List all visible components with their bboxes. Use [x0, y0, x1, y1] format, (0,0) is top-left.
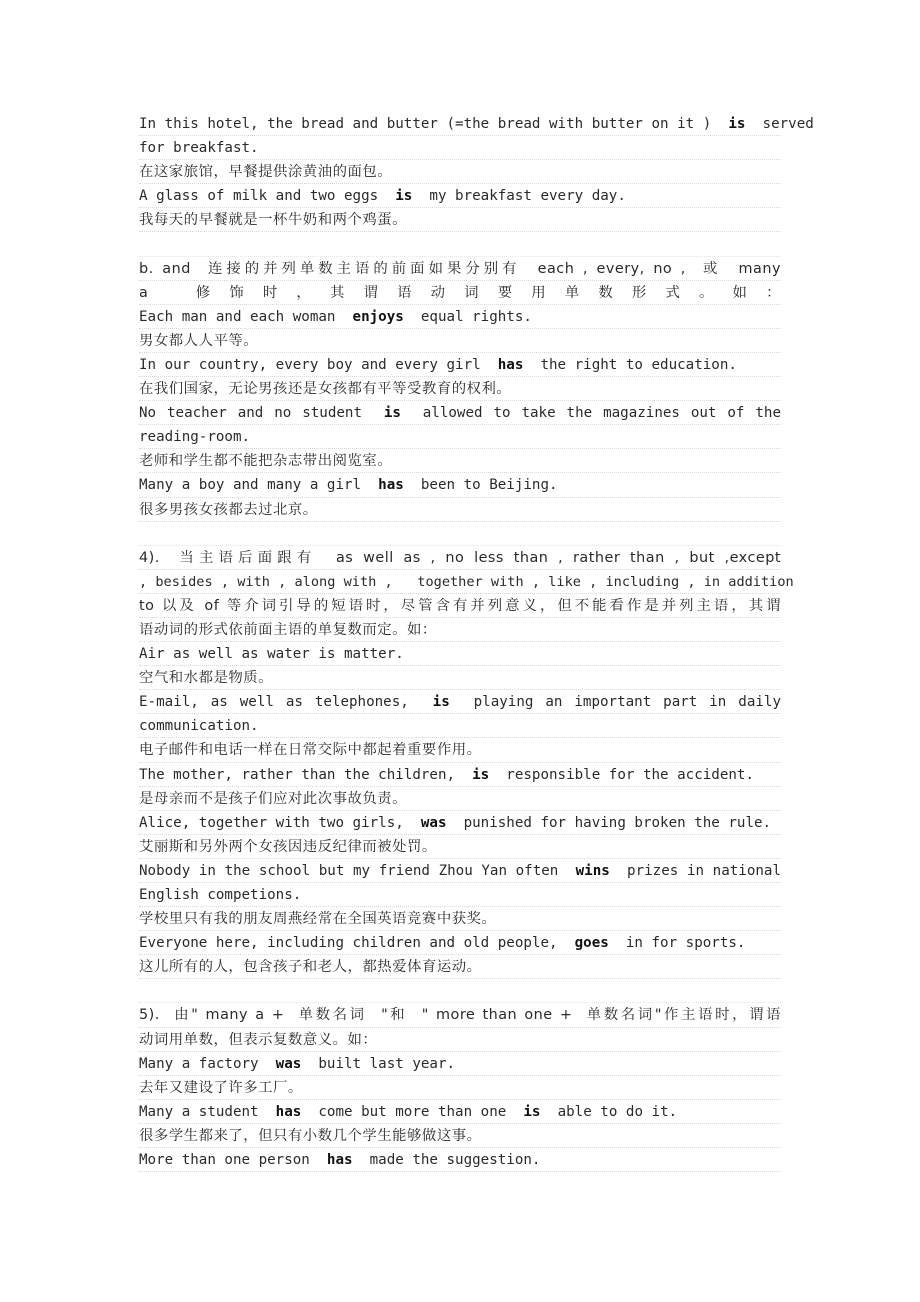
bold-verb: has — [326, 1152, 353, 1169]
text-segment: 空气和水都是物质。 — [139, 670, 274, 687]
text-segment: 在我们国家，无论男孩还是女孩都有平等受教育的权利。 — [139, 381, 512, 398]
text-segment: allowed to take the magazines out of the — [400, 405, 782, 422]
text-line — [139, 570, 794, 594]
text-line — [139, 618, 781, 642]
text-line — [139, 136, 781, 160]
text-segment: to 以及 of 等介词引导的短语时，尽管含有并列意义，但不能看作是并列主语，其谓 — [139, 597, 781, 614]
text-line — [139, 594, 781, 618]
text-line — [139, 763, 781, 787]
bold-verb: is — [383, 405, 401, 422]
text-segment: Each man and each woman — [139, 308, 353, 325]
text-segment: responsible for the accident. — [489, 766, 755, 783]
text-line — [139, 690, 781, 714]
text-line — [139, 738, 781, 762]
text-segment: In this hotel, the bread and butter (=the bread with butter on it ) — [139, 116, 729, 132]
document-body — [139, 112, 814, 1172]
text-segment: communication. — [139, 718, 259, 735]
text-segment: Many a student — [139, 1103, 276, 1120]
text-segment: been to Beijing. — [403, 477, 558, 494]
bold-verb: wins — [575, 862, 610, 879]
text-segment: English competions. — [139, 887, 302, 903]
text-line — [139, 955, 781, 979]
text-segment: served — [745, 116, 814, 132]
text-segment: 电子邮件和电话一样在日常交际中都起着重要作用。 — [139, 742, 482, 759]
text-line — [139, 1076, 781, 1100]
text-segment: 这儿所有的人，包含孩子和老人，都热爱体育运动。 — [139, 959, 482, 976]
text-segment: a 修饰时，其谓语动词要用单数形式。如： — [139, 284, 781, 301]
text-segment: , besides , with , along with , together with , like , including , in addition — [139, 573, 794, 590]
text-line — [139, 931, 781, 955]
text-line — [139, 425, 781, 449]
text-line — [139, 1003, 781, 1027]
text-line — [139, 208, 781, 232]
text-line — [139, 281, 781, 305]
bold-verb: is — [472, 766, 490, 783]
text-line — [139, 883, 781, 907]
text-segment: More than one person — [139, 1152, 327, 1169]
text-segment: 学校里只有我的朋友周燕经常在全国英语竞赛中获奖。 — [139, 911, 497, 928]
text-segment: b. and 连接的并列单数主语的前面如果分别有 each , every, no , 或 many — [139, 260, 781, 277]
text-segment: Alice, together with two girls, — [139, 814, 421, 831]
bold-verb: has — [378, 477, 404, 494]
text-line — [139, 1100, 781, 1124]
text-line — [139, 329, 781, 353]
text-line — [139, 473, 781, 497]
text-line — [139, 377, 781, 401]
text-line — [139, 1052, 781, 1076]
text-segment: 动词用单数，但表示复数意义。如： — [139, 1031, 378, 1048]
text-segment: Air as well as water is matter. — [139, 646, 404, 663]
text-segment: able to do it. — [540, 1103, 678, 1120]
text-line — [139, 1028, 781, 1052]
text-segment: A glass of milk and two eggs — [139, 188, 396, 205]
text-segment: In our country, every boy and every girl — [139, 356, 498, 373]
text-line — [139, 666, 781, 690]
text-segment: 是母亲而不是孩子们应对此次事故负责。 — [139, 790, 408, 807]
text-segment: 在这家旅馆，早餐提供涂黄油的面包。 — [139, 164, 393, 181]
text-segment: playing an important part in daily — [449, 694, 781, 711]
text-line — [139, 160, 781, 184]
blank-line — [139, 979, 781, 1003]
text-line — [139, 449, 781, 473]
text-line — [139, 305, 781, 329]
text-line — [139, 498, 781, 522]
text-line — [139, 1124, 781, 1148]
bold-verb: enjoys — [352, 308, 404, 325]
bold-verb: is — [523, 1103, 541, 1120]
text-segment: 语动词的形式依前面主语的单复数而定。如： — [139, 621, 437, 638]
bold-verb: is — [395, 188, 413, 205]
text-segment: made the suggestion. — [352, 1152, 541, 1169]
text-segment: 老师和学生都不能把杂志带出阅览室。 — [139, 453, 393, 470]
text-line — [139, 546, 781, 570]
text-line — [139, 787, 781, 811]
bold-verb: was — [275, 1055, 302, 1072]
bold-verb: goes — [574, 935, 609, 952]
text-segment: 4). 当主语后面跟有 as well as , no less than , rather than , but ,except — [139, 549, 781, 566]
text-line — [139, 401, 781, 425]
text-segment: come but more than one — [301, 1103, 524, 1120]
bold-verb: was — [420, 814, 447, 831]
text-segment: Many a boy and many a girl — [139, 477, 379, 494]
text-line — [139, 112, 814, 136]
bold-verb: has — [497, 356, 524, 373]
text-segment: 很多学生都来了，但只有小数几个学生能够做这事。 — [139, 1127, 482, 1144]
text-segment: the right to education. — [523, 356, 737, 373]
text-segment: my breakfast every day. — [412, 188, 626, 205]
text-line — [139, 811, 781, 835]
text-line — [139, 1148, 781, 1172]
text-line — [139, 642, 781, 666]
text-line — [139, 184, 781, 208]
text-line — [139, 257, 781, 281]
text-line — [139, 353, 781, 377]
text-segment: in for sports. — [608, 935, 746, 952]
text-segment: Nobody in the school but my friend Zhou Yan often — [139, 862, 576, 879]
text-segment: reading-room. — [139, 429, 251, 446]
text-segment: Everyone here, including children and old people, — [139, 935, 575, 952]
text-segment: punished for having broken the rule. — [446, 814, 772, 831]
text-segment: No teacher and no student — [139, 405, 384, 422]
blank-line — [139, 232, 781, 256]
text-segment: Many a factory — [139, 1055, 276, 1072]
text-segment: E-mail, as well as telephones, — [139, 694, 433, 711]
text-line — [139, 835, 781, 859]
text-segment: 男女都人人平等。 — [139, 332, 259, 349]
text-segment: for breakfast. — [139, 140, 259, 157]
blank-line — [139, 522, 781, 546]
text-segment: prizes in national — [609, 862, 781, 879]
bold-verb: is — [432, 694, 450, 711]
text-line — [139, 714, 781, 738]
text-segment: equal rights. — [403, 308, 532, 325]
text-segment: 艾丽斯和另外两个女孩因违反纪律而被处罚。 — [139, 838, 437, 855]
text-segment: built last year. — [301, 1055, 456, 1072]
text-segment: 去年又建设了许多工厂。 — [139, 1079, 303, 1096]
text-segment: The mother, rather than the children, — [139, 766, 473, 783]
text-segment: 我每天的早餐就是一杯牛奶和两个鸡蛋。 — [139, 212, 408, 229]
text-segment: 很多男孩女孩都去过北京。 — [139, 501, 318, 518]
bold-verb: has — [275, 1103, 302, 1120]
text-line — [139, 859, 781, 883]
text-line — [139, 907, 781, 931]
text-segment: 5). 由" many a + 单数名词 "和 " more than one + 单数名词"作主语时，谓语 — [139, 1007, 781, 1024]
bold-verb: is — [728, 116, 746, 132]
